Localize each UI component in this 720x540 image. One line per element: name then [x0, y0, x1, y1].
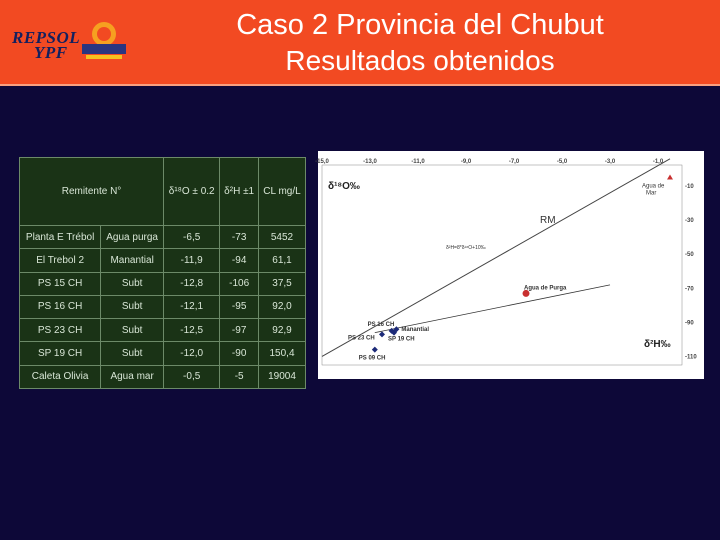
- table-row: [20, 272, 306, 295]
- cell-cl: 61,1: [259, 249, 306, 272]
- table-row: [20, 249, 306, 272]
- cell-tipo: Subt: [101, 295, 164, 318]
- logo-text-line1: REPSOL: [12, 28, 81, 47]
- results-table: [19, 157, 306, 389]
- x-axis-label: δ¹⁸O‰: [328, 181, 360, 192]
- x-tick-label: -9,0: [460, 159, 472, 165]
- cell-remitente: El Trebol 2: [20, 249, 101, 272]
- logo-wordmark: [12, 30, 80, 60]
- cell-tipo: Agua purga: [101, 225, 164, 248]
- x-tick-label: -15,0: [315, 159, 329, 165]
- line-equation-label: δ²H=8*δ¹⁸O+10‰: [446, 245, 486, 251]
- y-tick-label: -30: [685, 218, 694, 225]
- cell-cl: 92,9: [259, 319, 306, 342]
- cell-o18: -12,8: [164, 272, 220, 295]
- cell-o18: -0,5: [164, 365, 220, 388]
- table-row: [20, 342, 306, 365]
- cell-tipo: Subt: [101, 319, 164, 342]
- header-h2: δ²H ±1: [220, 158, 259, 226]
- x-tick-label: -3,0: [604, 159, 616, 165]
- cell-o18: -12,1: [164, 295, 220, 318]
- header-cl: CL mg/L: [259, 158, 306, 226]
- y-tick-label: -70: [685, 286, 694, 293]
- cell-o18: -11,9: [164, 249, 220, 272]
- title-banner: [0, 0, 720, 86]
- cell-h2: -73: [220, 225, 259, 248]
- point-label: SP 19 CH: [388, 336, 415, 343]
- cell-h2: -106: [220, 272, 259, 295]
- cell-cl: 5452: [259, 225, 306, 248]
- point-label: Agua de: [642, 183, 665, 190]
- table-row: [20, 319, 306, 342]
- x-tick-label: -13,0: [363, 159, 377, 165]
- table-row: [20, 225, 306, 248]
- y-tick-label: -10: [685, 184, 694, 191]
- cell-h2: -95: [220, 295, 259, 318]
- isotope-chart: [315, 151, 704, 379]
- x-tick-label: -11,0: [411, 159, 425, 165]
- x-tick-label: -5,0: [556, 159, 568, 165]
- slide-title: Caso 2 Provincia del Chubut: [236, 9, 604, 41]
- y-tick-label: -110: [685, 354, 697, 361]
- y-axis-label: δ²H‰: [644, 339, 671, 350]
- cell-tipo: Subt: [101, 272, 164, 295]
- repsol-ypf-logo: [10, 20, 128, 68]
- cell-remitente: SP 19 CH: [20, 342, 101, 365]
- table-body: [20, 225, 306, 388]
- line-label-rm: RM: [540, 215, 556, 226]
- table-header-row: [20, 158, 306, 226]
- plot-frame: [322, 165, 682, 365]
- point-label: Mar: [646, 190, 657, 197]
- header-remitente: Remitente N°: [20, 158, 164, 226]
- point-label: PS 09 CH: [358, 355, 386, 362]
- cell-h2: -5: [220, 365, 259, 388]
- point-label: PS 23 CH: [348, 335, 375, 342]
- header-o18: δ¹⁸O ± 0.2: [164, 158, 220, 226]
- cell-remitente: PS 15 CH: [20, 272, 101, 295]
- cell-tipo: Manantial: [101, 249, 164, 272]
- point-marker: [372, 347, 378, 353]
- cell-h2: -94: [220, 249, 259, 272]
- y-tick-label: -50: [685, 252, 694, 259]
- cell-cl: 150,4: [259, 342, 306, 365]
- cell-cl: 92,0: [259, 295, 306, 318]
- point-marker: [379, 331, 385, 337]
- cell-o18: -12,0: [164, 342, 220, 365]
- cell-h2: -97: [220, 319, 259, 342]
- cell-o18: -6,5: [164, 225, 220, 248]
- slide-subtitle: Resultados obtenidos: [285, 45, 555, 76]
- mixing-line: [375, 285, 610, 333]
- x-tick-label: -1,0: [652, 159, 664, 165]
- logo-text-line2: YPF: [34, 43, 68, 62]
- cell-tipo: Agua mar: [101, 365, 164, 388]
- cell-cl: 37,5: [259, 272, 306, 295]
- point-label: Agua de Purga: [524, 285, 567, 292]
- y-tick-label: -90: [685, 320, 694, 327]
- point-label: Manantial: [401, 327, 430, 334]
- table-row: [20, 365, 306, 388]
- x-tick-label: -7,0: [508, 159, 520, 165]
- cell-remitente: PS 16 CH: [20, 295, 101, 318]
- cell-cl: 19004: [259, 365, 306, 388]
- isotope-chart-svg: [315, 151, 704, 379]
- cell-o18: -12,5: [164, 319, 220, 342]
- point-label: PS 16 CH: [367, 321, 395, 328]
- table-row: [20, 295, 306, 318]
- cell-remitente: PS 23 CH: [20, 319, 101, 342]
- cell-h2: -90: [220, 342, 259, 365]
- cell-tipo: Subt: [101, 342, 164, 365]
- cell-remitente: Caleta Olivia: [20, 365, 101, 388]
- isotope-results-table: [19, 157, 306, 389]
- cell-remitente: Planta E Trébol: [20, 225, 101, 248]
- point-marker: [667, 175, 673, 180]
